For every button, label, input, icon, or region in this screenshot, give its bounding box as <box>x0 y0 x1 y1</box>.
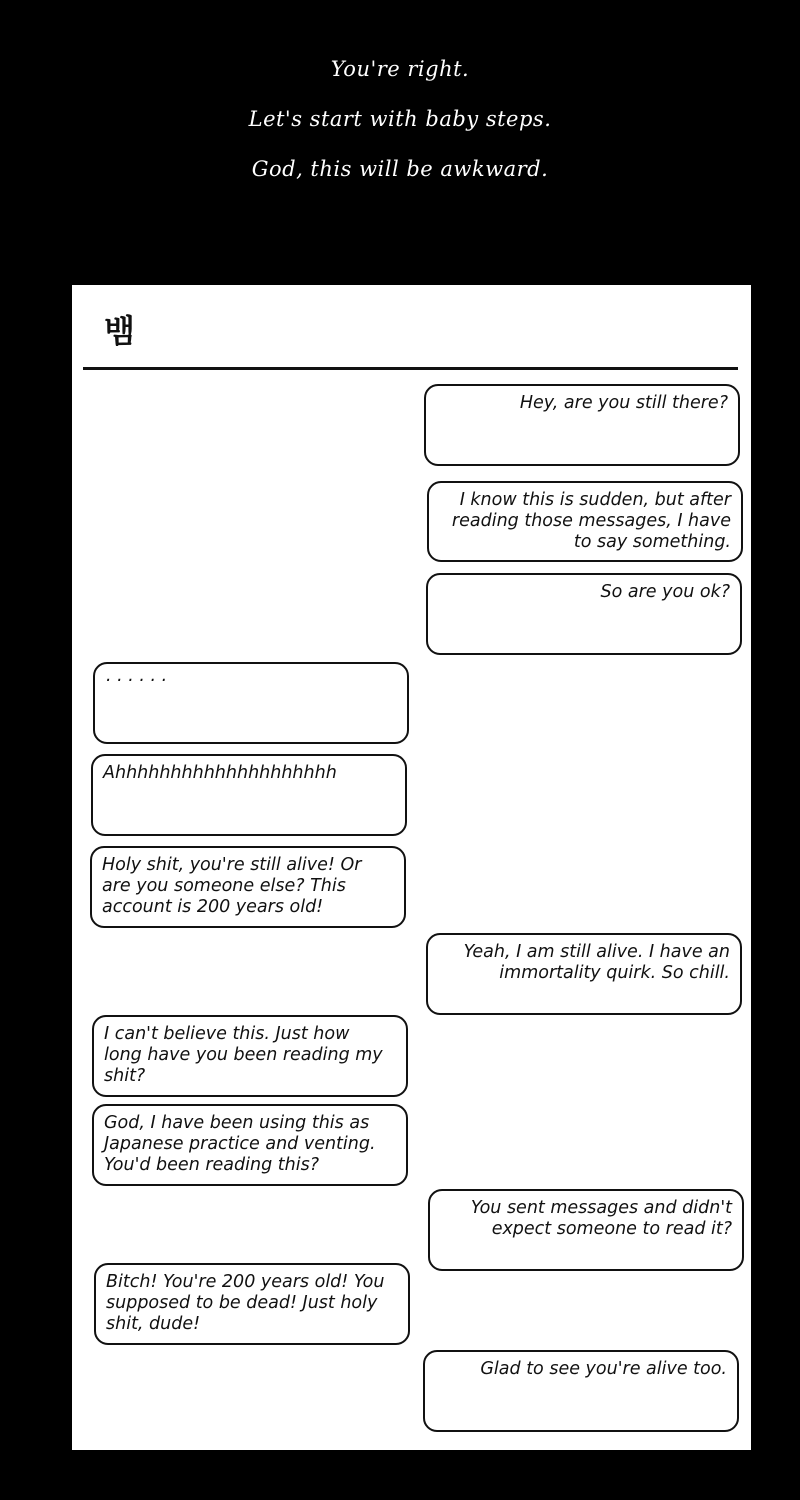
message-bubble-incoming: Holy shit, you're still alive! Or are you someone else? This account is 200 years old! <box>90 846 406 928</box>
message-bubble-incoming: Bitch! You're 200 years old! You supposed to be dead! Just holy shit, dude! <box>94 1263 410 1345</box>
message-bubble-outgoing: So are you ok? <box>426 573 742 655</box>
message-bubble-outgoing: You sent messages and didn't expect someone to read it? <box>428 1189 744 1271</box>
message-bubble-incoming: God, I have been using this as Japanese practice and venting. You'd been reading this? <box>92 1104 408 1186</box>
message-bubble-incoming: · · · · · · <box>93 662 409 744</box>
message-bubble-outgoing: Yeah, I am still alive. I have an immortality quirk. So chill. <box>426 933 742 1015</box>
message-bubble-outgoing: Hey, are you still there? <box>424 384 740 466</box>
message-bubble-outgoing: I know this is sudden, but after reading those messages, I have to say something. <box>427 481 743 562</box>
narration-line-1: You're right. <box>330 57 470 81</box>
narration-line-2: Let's start with baby steps. <box>248 107 552 131</box>
message-bubble-incoming: I can't believe this. Just how long have you been reading my shit? <box>92 1015 408 1097</box>
narration-line-3: God, this will be awkward. <box>251 157 549 181</box>
header-divider <box>83 367 738 370</box>
contact-name: 뱀 <box>104 312 135 350</box>
message-bubble-incoming: Ahhhhhhhhhhhhhhhhhhhh <box>91 754 407 836</box>
message-bubble-outgoing: Glad to see you're alive too. <box>423 1350 739 1432</box>
